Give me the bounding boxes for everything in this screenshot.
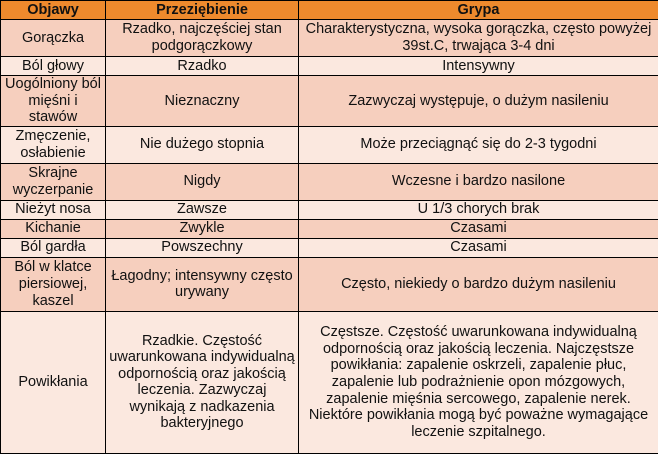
flu-cell: Charakterystyczna, wysoka gorączka, często powyżej 39st.C, trwająca 3-4 dni xyxy=(299,20,658,57)
symptom-cell: Ból głowy xyxy=(1,57,106,76)
cold-cell: Zwykle xyxy=(106,219,299,238)
table-row xyxy=(1,126,658,163)
cold-cell: Rzadko xyxy=(106,57,299,76)
symptom-cell: Skrajne wyczerpanie xyxy=(1,163,106,200)
cold-cell: Rzadko, najczęściej stan podgorączkowy xyxy=(106,20,299,57)
flu-cell: Często, niekiedy o bardzo dużym nasileniu xyxy=(299,257,658,311)
symptom-cell: Uogólniony ból mięśni i stawów xyxy=(1,76,106,127)
symptom-cell: Powikłania xyxy=(1,311,106,453)
table-row xyxy=(1,76,658,127)
table-row xyxy=(1,200,658,219)
cold-cell: Zawsze xyxy=(106,200,299,219)
header-symptoms: Objawy xyxy=(1,1,106,20)
flu-cell: Może przeciągnąć się do 2-3 tygodni xyxy=(299,126,658,163)
cold-cell: Łagodny; intensywny często urywany xyxy=(106,257,299,311)
table-row xyxy=(1,219,658,238)
cold-cell: Nieznaczny xyxy=(106,76,299,127)
header-cold: Przeziębienie xyxy=(106,1,299,20)
flu-cell: Wczesne i bardzo nasilone xyxy=(299,163,658,200)
flu-cell: Czasami xyxy=(299,238,658,257)
flu-cell: Intensywny xyxy=(299,57,658,76)
flu-cell: U 1/3 chorych brak xyxy=(299,200,658,219)
cold-cell: Nigdy xyxy=(106,163,299,200)
cold-cell: Rzadkie. Częstość uwarunkowana indywidualną odpornością oraz jakością leczenia. Zazwyczaj wynikają z nadkazenia bakteryjnego xyxy=(106,311,299,453)
symptom-cell: Kichanie xyxy=(1,219,106,238)
table-row xyxy=(1,311,658,453)
flu-cell: Częstsze. Częstość uwarunkowana indywidualną odpornością oraz jakością leczenia. Najczęstsze powikłania: zapalenie oskrzeli, zapalenie płuc, zapalenie lub podrażnienie opon mózgowych, zapalenie mięśnia sercowego, zapalenie nerek. Niektóre powikłania mogą być poważne wymagające leczenie szpitalnego. xyxy=(299,311,658,453)
symptom-cell: Nieżyt nosa xyxy=(1,200,106,219)
flu-cell: Zazwyczaj występuje, o dużym nasileniu xyxy=(299,76,658,127)
cold-cell: Nie dużego stopnia xyxy=(106,126,299,163)
symptom-cell: Ból gardła xyxy=(1,238,106,257)
table-row xyxy=(1,163,658,200)
header-row xyxy=(1,1,658,20)
table-row xyxy=(1,57,658,76)
table-header xyxy=(1,1,658,20)
table-row xyxy=(1,238,658,257)
symptom-cell: Ból w klatce piersiowej, kaszel xyxy=(1,257,106,311)
cold-cell: Powszechny xyxy=(106,238,299,257)
flu-cell: Czasami xyxy=(299,219,658,238)
symptom-cell: Zmęczenie, osłabienie xyxy=(1,126,106,163)
header-flu: Grypa xyxy=(299,1,658,20)
table-row xyxy=(1,20,658,57)
symptom-cell: Gorączka xyxy=(1,20,106,57)
table-row xyxy=(1,257,658,311)
table-body xyxy=(1,20,658,454)
